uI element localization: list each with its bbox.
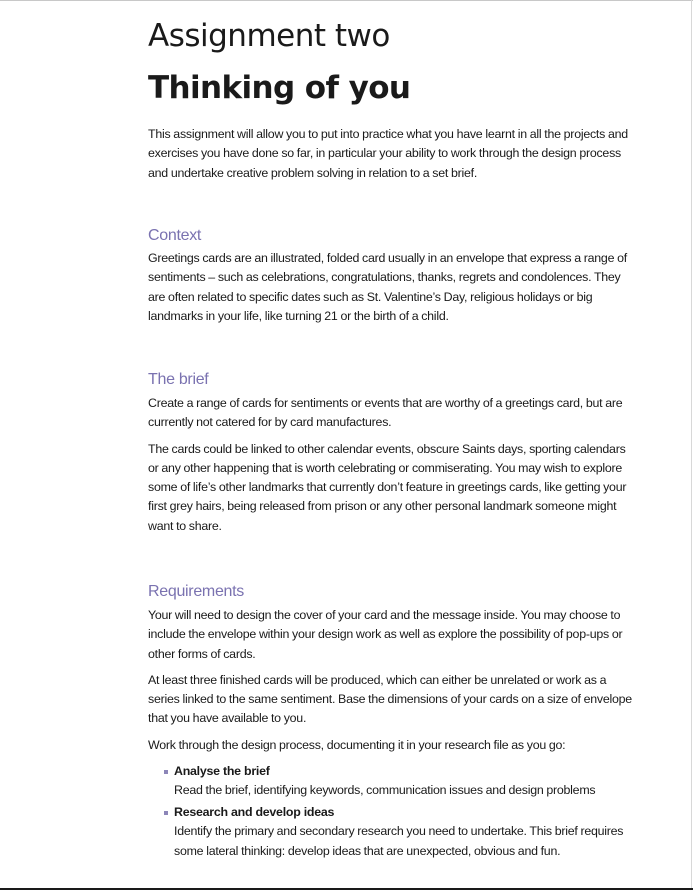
step-title: Research and develop ideas	[174, 805, 335, 820]
page-bottom-border	[0, 888, 693, 890]
intro-paragraph: This assignment will allow you to put into practice what you have learnt in all the projects and exercises you have done so far, in particular your ability to work through the design process and undertake creative problem solving in relation to a set brief.	[148, 127, 628, 180]
requirements-paragraph-2: At least three finished cards will be produced, which can either be unrelated or work as a series linked to the same sentiment. Base the dimensions of your cards on a size of envelope that you have available to you.	[148, 672, 632, 726]
step-text: Read the brief, identifying keywords, communication issues and design problems	[174, 783, 596, 798]
step-text: Identify the primary and secondary research you need to undertake. This brief requires some lateral thinking: develop ideas that are unexpected, obvious and fun.	[174, 824, 624, 858]
page-top-border	[0, 0, 693, 1]
assignment-title: Thinking of you	[148, 70, 411, 106]
requirements-heading: Requirements	[148, 583, 245, 600]
brief-paragraph-1: Create a range of cards for sentiments or events that are worthy of a greetings card, but are currently not catered for by card manufactures.	[148, 396, 623, 430]
brief-section	[148, 370, 638, 536]
requirements-paragraph-3: Work through the design process, documenting it in your research file as you go:	[148, 737, 566, 752]
square-bullet-icon	[164, 770, 168, 774]
step-title: Analyse the brief	[174, 764, 270, 779]
requirements-section	[148, 582, 638, 861]
requirements-paragraph-1: Your will need to design the cover of your card and the message inside. You may choose to include the envelope within your design work as well as explore the possibility of pop-ups or other forms of cards.	[148, 608, 623, 661]
intro-section	[148, 125, 638, 183]
design-process-steps	[148, 762, 638, 861]
context-heading: Context	[148, 227, 202, 244]
step-item	[148, 762, 638, 800]
square-bullet-icon	[164, 811, 168, 815]
context-section	[148, 226, 638, 326]
context-paragraph: Greetings cards are an illustrated, folded card usually in an envelope that express a range of sentiments – such as celebrations, congratulations, thanks, regrets and condolences. They are often related to specific dates such as St. Valentine’s Day, religious holidays or big landmarks in your life, like turning 21 or the birth of a child.	[148, 251, 627, 323]
brief-paragraph-2: The cards could be linked to other calendar events, obscure Saints days, sporting calendars or any other happening that is worth celebrating or commiserating. You may wish to explore some of life’s other landmarks that currently don’t feature in greetings cards, like getting your first grey hairs, being released from prison or any other personal landmark someone might want to share.	[148, 441, 627, 533]
brief-heading: The brief	[148, 371, 209, 388]
page-right-border	[691, 0, 692, 888]
step-item	[148, 803, 638, 861]
assignment-number-title: Assignment two	[148, 18, 390, 54]
